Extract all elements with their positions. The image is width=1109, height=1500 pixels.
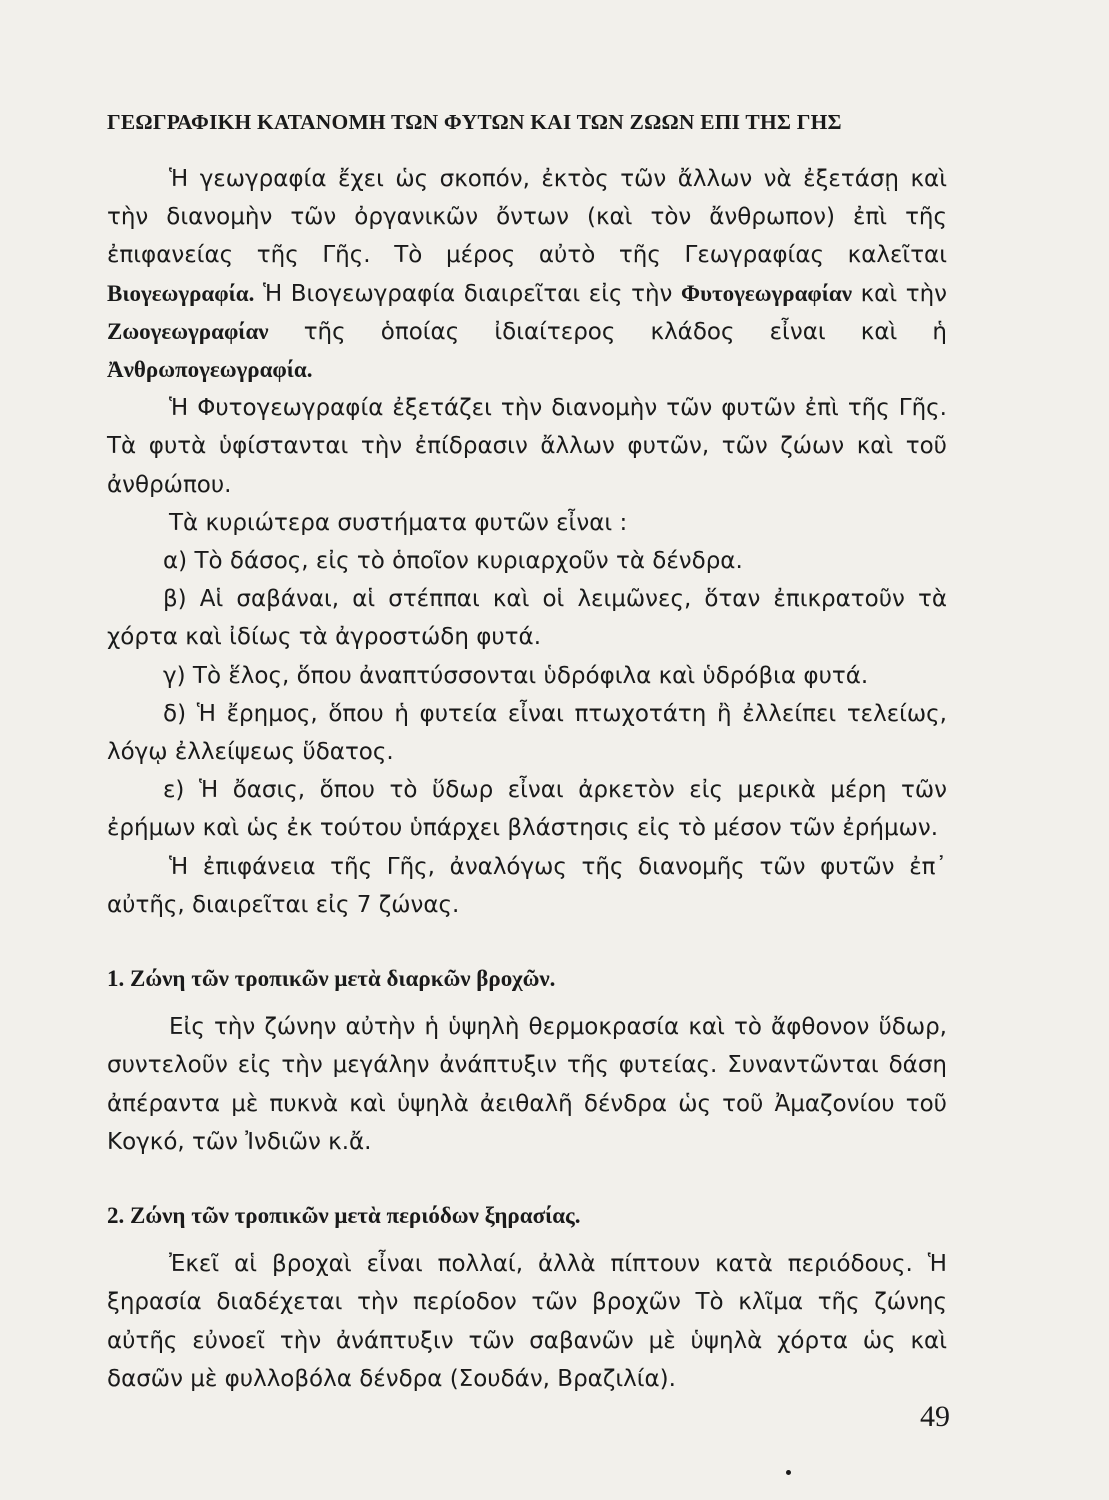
- list-item: δ) Ἡ ἔρημος, ὅπου ἡ φυτεία εἶναι πτωχοτάτη ἢ ἐλλείπει τελείως, λόγῳ ἐλλείψεως ὕδατος.: [107, 700, 947, 766]
- spacer: [107, 1235, 947, 1245]
- section-1-title: 1. Ζώνη τῶν τροπικῶν μετὰ διαρκῶν βροχῶν.: [107, 966, 556, 992]
- page-heading: ΓΕΩΓΡΑΦΙΚΗ ΚΑΤΑΝΟΜΗ ΤΩΝ ΦΥΤΩΝ ΚΑΙ ΤΩΝ ΖΩΩΝ ΕΠΙ ΤΗΣ ΓΗΣ: [107, 110, 842, 134]
- section-2-text: Ἐκεῖ αἱ βροχαὶ εἶναι πολλαί, ἀλλὰ πίπτουν κατὰ περιόδους. Ἡ ξηρασία διαδέχεται τὴν περίοδον τῶν βροχῶν Τὸ κλῖμα τῆς ζώνης αὐτῆς εὐνοεῖ τὴν ἀνάπτυξιν τῶν σαβανῶν μὲ ὑψηλὰ χόρτα ὡς καὶ δασῶν μὲ φυλλοβόλα δένδρα (Σουδάν, Βραζιλία).: [107, 1251, 947, 1392]
- page-number: 49: [920, 1400, 950, 1433]
- spacer: [107, 1161, 947, 1197]
- paragraph-intro: [107, 160, 947, 389]
- body-text: [107, 160, 947, 1398]
- spacer: [107, 998, 947, 1008]
- list-item: ε) Ἡ ὄασις, ὅπου τὸ ὕδωρ εἶναι ἀρκετὸν εἰς μερικὰ μέρη τῶν ἐρήμων καὶ ὡς ἐκ τούτου ὑπάρχει βλάστησις εἰς τὸ μέσον τῶν ἐρήμων.: [107, 777, 947, 842]
- paragraph-systems: Τὰ κυριώτερα συστήματα φυτῶν εἶναι :: [169, 509, 628, 536]
- paragraph-phytogeography: Ἡ Φυτογεωγραφία ἐξετάζει τὴν διανομὴν τῶν φυτῶν ἐπὶ τῆς Γῆς. Τὰ φυτὰ ὑφίστανται τὴν ἐπίδρασιν ἄλλων φυτῶν, τῶν ζώων καὶ τοῦ ἀνθρώπου.: [107, 395, 947, 498]
- term-biogeography: Βιογεωγραφία.: [107, 280, 255, 306]
- section-2-title: 2. Ζώνη τῶν τροπικῶν μετὰ περιόδων ξηρασίας.: [107, 1203, 581, 1229]
- term-phytogeography: Φυτογεωγραφίαν: [681, 280, 853, 306]
- list-item: γ) Τὸ ἕλος, ὅπου ἀναπτύσσονται ὑδρόφιλα καὶ ὑδρόβια φυτά.: [163, 662, 869, 689]
- intro-text-1: Ἡ γεωγραφία ἔχει ὡς σκοπόν, ἐκτὸς τῶν ἄλλων νὰ ἐξετάσῃ καὶ τὴν διανομὴν τῶν ὀργανικῶν ὄντων (καὶ τὸν ἄνθρωπον) ἐπὶ τῆς ἐπιφανείας τῆς Γῆς. Τὸ μέρος αὐτὸ τῆς Γεωγραφίας καλεῖται: [107, 166, 947, 269]
- term-zoogeography: Ζωογεωγραφίαν: [107, 318, 269, 344]
- term-anthropogeography: Ἀνθρωπογεωγραφία.: [107, 357, 313, 383]
- paragraph-zones: Ἡ ἐπιφάνεια τῆς Γῆς, ἀναλόγως τῆς διανομῆς τῶν φυτῶν ἐπ᾽ αὐτῆς, διαιρεῖται εἰς 7 ζώνας.: [107, 853, 947, 918]
- intro-text-4: τῆς ὁποίας ἰδιαίτερος κλάδος εἶναι καὶ ἡ: [268, 318, 947, 345]
- spacer: [107, 924, 947, 960]
- section-1-text: Εἰς τὴν ζώνην αὐτὴν ἡ ὑψηλὴ θερμοκρασία καὶ τὸ ἄφθονον ὕδωρ, συντελοῦν εἰς τὴν μεγάλην ἀνάπτυξιν τῆς φυτείας. Συναντῶνται δάση ἀπέραντα μὲ πυκνὰ καὶ ὑψηλὰ ἀειθαλῆ δένδρα ὡς τοῦ Ἀμαζονίου τοῦ Κογκό, τῶν Ἰνδιῶν κ.ἄ.: [107, 1014, 947, 1155]
- list-item: β) Αἱ σαβάναι, αἱ στέππαι καὶ οἱ λειμῶνες, ὅταν ἐπικρατοῦν τὰ χόρτα καὶ ἰδίως τὰ ἀγροστώδη φυτά.: [107, 586, 947, 651]
- intro-text-3: καὶ τὴν: [852, 280, 947, 307]
- intro-text-2: Ἡ Βιογεωγραφία διαιρεῖται εἰς τὴν: [254, 280, 681, 307]
- print-dot: [786, 1470, 791, 1475]
- list-item: α) Τὸ δάσος, εἰς τὸ ὁποῖον κυριαρχοῦν τὰ δένδρα.: [163, 548, 743, 575]
